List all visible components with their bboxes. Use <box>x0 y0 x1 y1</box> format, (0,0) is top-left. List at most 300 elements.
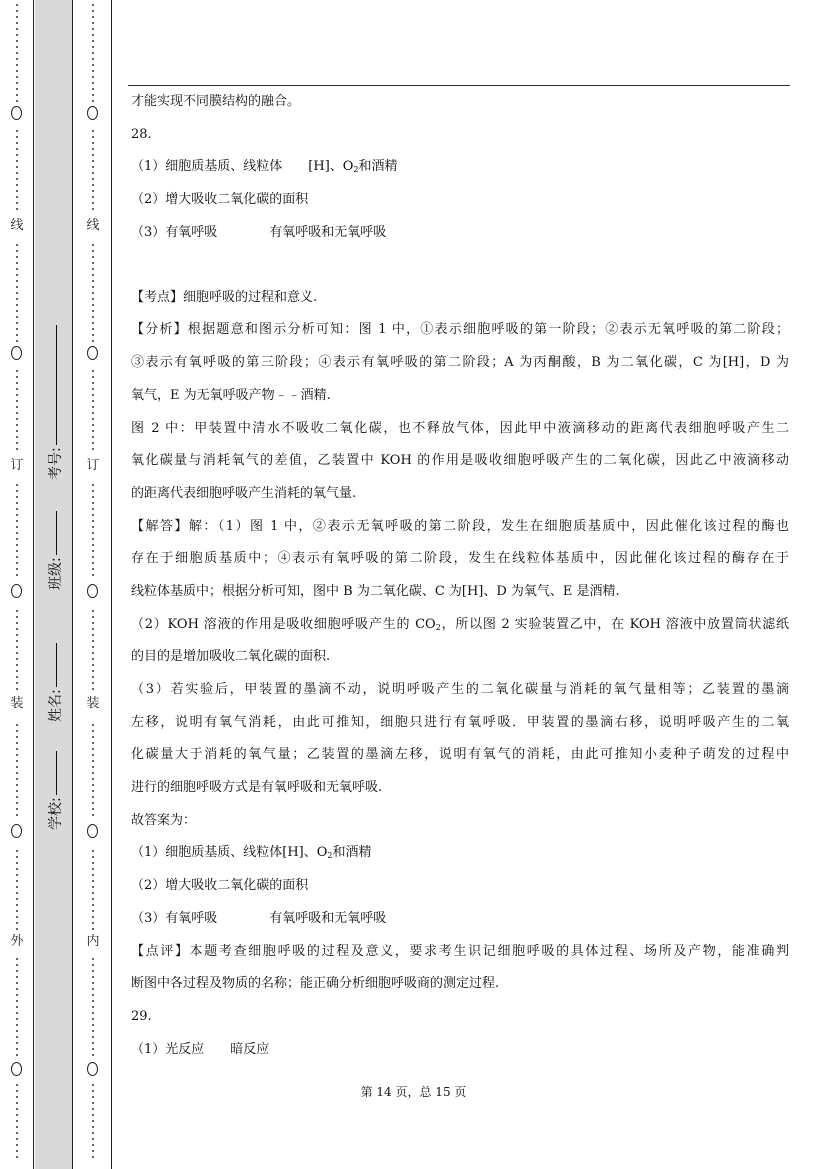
binding-dot <box>92 520 94 522</box>
binding-dot <box>16 976 18 978</box>
binding-dot <box>92 4 94 6</box>
binding-dot <box>92 298 94 300</box>
binding-circle-icon <box>87 346 98 360</box>
binding-dot <box>16 982 18 984</box>
binding-dot <box>16 430 18 432</box>
binding-dot <box>16 40 18 42</box>
binding-dot <box>92 310 94 312</box>
binding-dot <box>92 670 94 672</box>
binding-dot <box>16 850 18 852</box>
binding-dot <box>16 370 18 372</box>
binding-dot <box>92 640 94 642</box>
binding-dot <box>16 856 18 858</box>
fenxi-line-3: 氧气，E 为无氧呼吸产物﹣﹣酒精. <box>131 387 331 403</box>
binding-dot <box>92 1018 94 1020</box>
binding-dot <box>92 64 94 66</box>
q28-number: 28. <box>131 126 152 142</box>
binding-dot <box>92 424 94 426</box>
binding-dot <box>92 1132 94 1134</box>
binding-dot <box>16 904 18 906</box>
binding-dot <box>92 730 94 732</box>
binding-dot <box>92 904 94 906</box>
binding-dot <box>92 370 94 372</box>
q28-answer-3: （3）有氧呼吸 有氧呼吸和无氧呼吸 <box>131 224 387 240</box>
binding-dot <box>16 262 18 264</box>
binding-dot <box>92 790 94 792</box>
binding-dot <box>16 58 18 60</box>
binding-dot <box>92 40 94 42</box>
binding-dot <box>92 562 94 564</box>
name-blank-line[interactable] <box>56 643 57 687</box>
binding-dot <box>16 742 18 744</box>
binding-dot <box>16 166 18 168</box>
binding-dot <box>16 1108 18 1110</box>
binding-dot <box>92 856 94 858</box>
binding-dot <box>16 898 18 900</box>
binding-dot <box>92 1126 94 1128</box>
binding-dot <box>16 34 18 36</box>
binding-dot <box>92 250 94 252</box>
binding-dot <box>92 484 94 486</box>
binding-dot <box>92 742 94 744</box>
binding-dot <box>92 142 94 144</box>
binding-dot <box>16 910 18 912</box>
binding-dot <box>16 736 18 738</box>
koh-line-1: （2）KOH 溶液的作用是吸收细胞呼吸产生的 $CO_2$，所以图 2 实验装置乙中，在 KOH 溶液中放置筒状滤纸 <box>131 616 789 632</box>
binding-dot <box>92 160 94 162</box>
binding-dot <box>92 964 94 966</box>
binding-dot <box>92 658 94 660</box>
binding-dot <box>16 172 18 174</box>
binding-dot <box>92 526 94 528</box>
binding-dot <box>92 988 94 990</box>
binding-dot <box>16 1132 18 1134</box>
binding-circle-icon <box>11 584 22 598</box>
binding-dot <box>16 190 18 192</box>
binding-dot <box>16 310 18 312</box>
binding-dot <box>16 688 18 690</box>
binding-dot <box>16 46 18 48</box>
binding-dot <box>92 292 94 294</box>
binding-dot <box>92 502 94 504</box>
binding-dot <box>92 430 94 432</box>
binding-circle-icon <box>87 106 98 120</box>
binding-dot <box>92 982 94 984</box>
binding-dot <box>92 574 94 576</box>
binding-dot <box>92 1030 94 1032</box>
binding-dot <box>16 196 18 198</box>
binding-dot <box>16 808 18 810</box>
binding-dot <box>16 778 18 780</box>
exam-no-field[interactable] <box>45 323 65 480</box>
binding-dot <box>16 400 18 402</box>
binding-dot <box>92 610 94 612</box>
binding-dot <box>92 628 94 630</box>
binding-dot <box>16 484 18 486</box>
binding-dot <box>92 862 94 864</box>
answer-label: 故答案为： <box>131 812 197 828</box>
binding-dot <box>92 676 94 678</box>
binding-dot <box>16 22 18 24</box>
binding-dot <box>92 550 94 552</box>
binding-dot <box>92 958 94 960</box>
binding-dot <box>16 754 18 756</box>
binding-dot <box>92 1012 94 1014</box>
binding-dot <box>16 148 18 150</box>
binding-dot <box>92 556 94 558</box>
binding-dot <box>92 76 94 78</box>
outer-mark-zhuang: 装 <box>10 696 24 711</box>
binding-dot <box>16 796 18 798</box>
binding-dot <box>16 178 18 180</box>
final-answer-3: （3）有氧呼吸 有氧呼吸和无氧呼吸 <box>131 910 387 926</box>
binding-dot <box>92 766 94 768</box>
binding-dot <box>92 190 94 192</box>
binding-dot <box>16 502 18 504</box>
binding-dot <box>16 574 18 576</box>
binding-dot <box>92 1102 94 1104</box>
binding-dot <box>92 664 94 666</box>
binding-dot <box>16 664 18 666</box>
binding-dot <box>16 88 18 90</box>
inner-mark-nei: 内 <box>86 934 100 949</box>
binding-dot <box>16 1156 18 1158</box>
binding-dot <box>16 1150 18 1152</box>
binding-dot <box>16 202 18 204</box>
binding-dot <box>92 508 94 510</box>
name-field[interactable] <box>45 641 65 722</box>
inner-mark-zhuang: 装 <box>86 696 100 711</box>
binding-dot <box>92 760 94 762</box>
school-field[interactable] <box>45 749 65 830</box>
binding-dot <box>92 16 94 18</box>
binding-dot <box>92 316 94 318</box>
binding-dot <box>92 46 94 48</box>
binding-dot <box>16 94 18 96</box>
binding-dot <box>16 970 18 972</box>
binding-dot <box>16 490 18 492</box>
jieda-line-2: 存在于细胞质基质中；④表示有氧呼吸的第二阶段，发生在线粒体基质中，因此催化该过程的酶存在于 <box>131 551 789 567</box>
binding-dot <box>16 1114 18 1116</box>
binding-dot <box>16 160 18 162</box>
binding-dot <box>16 1054 18 1056</box>
binding-dot <box>16 640 18 642</box>
binding-dot <box>92 886 94 888</box>
binding-circle-icon <box>11 1062 22 1076</box>
binding-dot <box>92 418 94 420</box>
binding-dot <box>16 376 18 378</box>
experiment-line-4: 进行的细胞呼吸方式是有氧呼吸和无氧呼吸. <box>131 780 383 796</box>
dianping-line-1: 【点评】本题考查细胞呼吸的过程及意义，要求考生识记细胞呼吸的具体过程、场所及产物，能准确判 <box>131 943 789 959</box>
binding-dot <box>92 334 94 336</box>
binding-dot <box>92 406 94 408</box>
binding-dot <box>16 52 18 54</box>
binding-dot <box>16 184 18 186</box>
binding-dot <box>92 1006 94 1008</box>
binding-dot <box>16 292 18 294</box>
binding-dot <box>92 22 94 24</box>
binding-dot <box>92 928 94 930</box>
binding-dot <box>92 178 94 180</box>
binding-dot <box>16 748 18 750</box>
binding-dot <box>92 1144 94 1146</box>
binding-dot <box>16 328 18 330</box>
binding-dot <box>16 1024 18 1026</box>
binding-dot <box>92 154 94 156</box>
binding-dot <box>16 1120 18 1122</box>
binding-dot <box>16 886 18 888</box>
binding-dot <box>92 724 94 726</box>
binding-dot <box>16 658 18 660</box>
binding-dot <box>16 250 18 252</box>
binding-dot <box>92 892 94 894</box>
binding-dot <box>92 280 94 282</box>
binding-dot <box>16 1042 18 1044</box>
outer-mark-wai: 外 <box>10 934 24 949</box>
fig2-line-3: 的距离代表细胞呼吸产生消耗的氧气量. <box>131 485 357 501</box>
binding-dot <box>92 544 94 546</box>
binding-dot <box>16 814 18 816</box>
binding-dot <box>92 448 94 450</box>
binding-dot <box>16 988 18 990</box>
binding-dot <box>92 400 94 402</box>
binding-dot <box>92 1114 94 1116</box>
binding-dot <box>16 136 18 138</box>
school-blank-line[interactable] <box>56 751 57 795</box>
binding-dot <box>92 814 94 816</box>
binding-dot <box>16 322 18 324</box>
binding-dot <box>92 82 94 84</box>
binding-dot <box>92 682 94 684</box>
binding-dot <box>92 172 94 174</box>
binding-dot <box>16 286 18 288</box>
binding-dot <box>92 166 94 168</box>
binding-dot <box>92 1048 94 1050</box>
binding-circle-icon <box>87 824 98 838</box>
q29-answer-1: （1）光反应 暗反应 <box>131 1041 270 1057</box>
binding-dot <box>92 10 94 12</box>
binding-dot <box>92 184 94 186</box>
binding-dot <box>16 304 18 306</box>
binding-dot <box>92 28 94 30</box>
header-rule <box>128 85 790 86</box>
binding-dot <box>16 868 18 870</box>
fig2-line-2: 氧化碳量与消耗氧气的差值，乙装置中 KOH 的作用是吸收细胞呼吸产生的二氧化碳，因此乙中液滴移动 <box>131 453 789 469</box>
binding-dot <box>92 754 94 756</box>
binding-dot <box>16 532 18 534</box>
fenxi-line-2: ③表示有氧呼吸的第三阶段；④表示有氧呼吸的第二阶段；A 为丙酮酸，B 为二氧化碳，C 为[H]，D 为 <box>131 355 789 371</box>
binding-dot <box>92 274 94 276</box>
binding-dot <box>16 892 18 894</box>
binding-dot <box>16 64 18 66</box>
binding-dot <box>16 568 18 570</box>
q28-answer-2: （2）增大吸收二氧化碳的面积 <box>131 192 309 208</box>
kaodian-line: 【考点】细胞呼吸的过程和意义. <box>131 289 318 305</box>
binding-dot <box>92 340 94 342</box>
binding-dot <box>16 628 18 630</box>
experiment-line-3: 化碳量大于消耗的氧气量；乙装置的墨滴左移，说明有氧气的消耗，由此可推知小麦种子萌发的过程中 <box>131 747 789 763</box>
binding-dot <box>16 1138 18 1140</box>
binding-dot <box>16 382 18 384</box>
binding-dot <box>16 562 18 564</box>
binding-dot <box>92 1120 94 1122</box>
binding-dot <box>92 1000 94 1002</box>
binding-dot <box>16 802 18 804</box>
binding-dot <box>16 526 18 528</box>
binding-dot <box>92 196 94 198</box>
binding-dot <box>92 1108 94 1110</box>
binding-dot <box>16 274 18 276</box>
binding-dot <box>92 1024 94 1026</box>
binding-dot <box>16 676 18 678</box>
binding-dot <box>92 538 94 540</box>
binding-dot <box>16 442 18 444</box>
binding-dot <box>92 880 94 882</box>
binding-dot <box>16 538 18 540</box>
binding-dot <box>92 496 94 498</box>
binding-dot <box>92 634 94 636</box>
binding-dot <box>92 52 94 54</box>
binding-dot <box>92 328 94 330</box>
binding-dot <box>92 490 94 492</box>
binding-dot <box>92 286 94 288</box>
binding-dot <box>92 916 94 918</box>
outer-mark-ding: 订 <box>10 458 24 473</box>
binding-dot <box>16 394 18 396</box>
binding-dot <box>16 244 18 246</box>
binding-dot <box>16 436 18 438</box>
binding-dot <box>92 304 94 306</box>
intro-line: 才能实现不同膜结构的融合。 <box>131 94 301 109</box>
binding-dot <box>16 1000 18 1002</box>
binding-dot <box>16 100 18 102</box>
binding-dot <box>16 388 18 390</box>
page-footer: 第 14 页，总 15 页 <box>360 1085 467 1099</box>
binding-dot <box>16 28 18 30</box>
binding-dot <box>16 298 18 300</box>
binding-dot <box>92 802 94 804</box>
binding-dot <box>16 922 18 924</box>
binding-dot <box>92 568 94 570</box>
binding-dot <box>16 1144 18 1146</box>
binding-dot <box>92 136 94 138</box>
binding-dot <box>16 1012 18 1014</box>
binding-dot <box>16 784 18 786</box>
binding-dot <box>92 382 94 384</box>
q29-number: 29. <box>131 1008 152 1024</box>
binding-dot <box>16 964 18 966</box>
binding-dot <box>92 1150 94 1152</box>
binding-dot <box>92 34 94 36</box>
binding-dot <box>92 262 94 264</box>
binding-dot <box>16 556 18 558</box>
binding-dot <box>16 616 18 618</box>
binding-dot <box>16 514 18 516</box>
jieda-line-1: 【解答】解：（1）图 1 中，②表示无氧呼吸的第二阶段，发生在细胞质基质中，因此催化该过程的酶也 <box>131 518 789 534</box>
binding-dot <box>16 1102 18 1104</box>
binding-dot <box>16 4 18 6</box>
binding-dot <box>92 388 94 390</box>
binding-dot <box>16 550 18 552</box>
binding-dot <box>92 850 94 852</box>
binding-dot <box>16 1126 18 1128</box>
binding-dot <box>92 922 94 924</box>
binding-dot <box>92 688 94 690</box>
binding-dot <box>92 616 94 618</box>
binding-dot <box>16 316 18 318</box>
binding-dot <box>16 874 18 876</box>
binding-dot <box>92 970 94 972</box>
binding-dot <box>92 1156 94 1158</box>
binding-dot <box>92 784 94 786</box>
fig2-line-1: 图 2 中：甲装置中清水不吸收二氧化碳，也不释放气体，因此甲中液滴移动的距离代表细胞呼吸产生二 <box>131 420 789 436</box>
binding-dot <box>16 760 18 762</box>
binding-dot <box>92 778 94 780</box>
binding-dot <box>92 442 94 444</box>
binding-dot <box>16 340 18 342</box>
binding-dot <box>92 1042 94 1044</box>
binding-dot <box>16 724 18 726</box>
binding-dot <box>92 808 94 810</box>
binding-dot <box>16 880 18 882</box>
binding-circle-icon <box>87 584 98 598</box>
binding-dot <box>16 70 18 72</box>
binding-dot <box>92 1054 94 1056</box>
binding-dot <box>92 898 94 900</box>
binding-dot <box>16 496 18 498</box>
final-answer-1: （1）细胞质基质、线粒体[H]、$O_2$和酒精 <box>131 845 372 861</box>
binding-dot <box>16 682 18 684</box>
binding-dot <box>92 622 94 624</box>
binding-dot <box>16 1036 18 1038</box>
binding-dot <box>16 916 18 918</box>
binding-dot <box>92 376 94 378</box>
inner-mark-ding: 订 <box>86 458 100 473</box>
binding-dot <box>16 520 18 522</box>
class-blank-line[interactable] <box>56 511 57 555</box>
binding-dot <box>16 10 18 12</box>
name-label: 姓名: <box>48 689 64 722</box>
binding-dot <box>16 412 18 414</box>
binding-dot <box>92 436 94 438</box>
binding-dot <box>16 82 18 84</box>
binding-dot <box>92 796 94 798</box>
class-label: 班级: <box>48 557 64 590</box>
answer-content <box>131 90 789 1070</box>
class-field[interactable] <box>45 509 65 590</box>
binding-circle-icon <box>11 106 22 120</box>
experiment-line-1: （3）若实验后，甲装置的墨滴不动，说明呼吸产生的二氧化碳量与消耗的氧气量相等；乙装置的墨滴 <box>131 682 789 697</box>
binding-dot <box>92 94 94 96</box>
binding-dot <box>16 130 18 132</box>
binding-dot <box>16 670 18 672</box>
inner-mark-xian: 线 <box>86 218 100 233</box>
binding-dot <box>92 130 94 132</box>
binding-dot <box>92 1138 94 1140</box>
binding-dot <box>16 16 18 18</box>
binding-circle-icon <box>11 346 22 360</box>
binding-dot <box>92 268 94 270</box>
fenxi-line-1: 【分析】根据题意和图示分析可知：图 1 中，①表示细胞呼吸的第一阶段；②表示无氧呼吸的第二阶段； <box>131 322 789 338</box>
binding-dot <box>92 736 94 738</box>
binding-dot <box>16 208 18 210</box>
binding-dot <box>16 958 18 960</box>
binding-dot <box>92 910 94 912</box>
binding-dot <box>16 610 18 612</box>
exam-no-blank-line[interactable] <box>56 325 57 445</box>
binding-dot <box>16 862 18 864</box>
binding-dot <box>16 544 18 546</box>
